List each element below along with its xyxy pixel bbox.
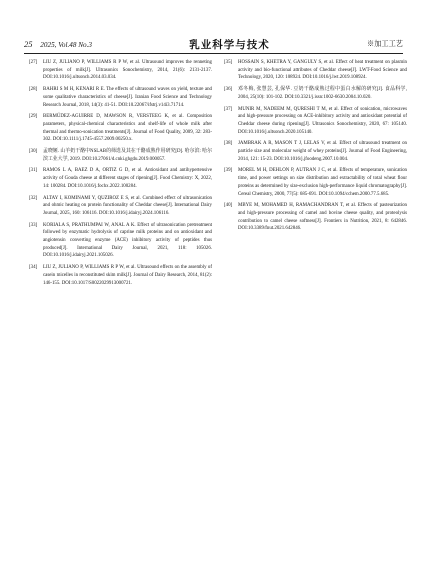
reference-number: [28] [29, 87, 38, 93]
reference-text: ALTAY I, KOMINAMI Y, QUZIROZ E S, et al. Combined effect of ultrasonication and ohmic heating on protein functionality of Cheddar cheese[J]. International Dairy Journal, 2025, 160: 106116. DOI:10.1016/j.idairyj.2024.106116. [43, 195, 212, 216]
reference-text: MOREL M H, DEHLON P, AUTRAN J C, et al. Effects of temperature, sonication time, and power settings on size distribution and extractability of total wheat flour proteins as determined by size-exclusion high-performance liquid chromatography[J]. Cereal Chemistry, 2000, 77(5): 685-691. DOI:10.1094/cchem.2000.77.5.685. [238, 168, 407, 197]
reference-number: [29] [29, 114, 38, 120]
reference-text: LIU Z, JULIANO P, WILLIAMS R P W, et al. Ultrasound improves the renneting properties of milk[J]. Ultrasonics Sonochemistry, 2014, 21(6): 2131-2137. DOI:10.1016/j.ultsonch.2014.03.034. [43, 60, 212, 81]
reference-number: [33] [29, 222, 38, 228]
reference-text: BERMÚDEZ-AGUIRRE D, MAWSON R, VERSTEEG K, et al. Composition parameters, physical-chemical characteristics and shelf-life of whole milk after thermal and thermo-sonication treatments[J]. Journal of Food Quality, 2009, 32: 283-302. DOI:10.1111/j.1745-4557.2009.00250.x. [43, 114, 212, 143]
reference-text: 邓冬梅, 张慧芸, 孔保华. 豆奶干酪成熟过程中蛋白水解的研究[J]. 食品科学, 2004, 25(10): 101-102. DOI:10.3321/j.issn:1002-6630.2004.10.020. [238, 87, 407, 100]
reference-text: HOSSAIN S, KHETRA Y, GANGULY S, et al. Effect of heat treatment on plasmin activity and bio-functional attributes of Cheddar cheese[J]. LWT-Food Science and Technology, 2020, 120: 108924. DOI:10.1016/j.lwt.2019.108924. [238, 60, 407, 81]
reference-text: KORIALA S, PRATHUMPAI W, ANAL A K. Effect of ultrasonication pretreatment followed by enzymatic hydrolysis of caprine milk proteins and on antioxidant and angiotensin converting enzyme (ACE) inhibitory activity of peptides thus produced[J]. International Dairy Journal, 2021, 118: 105026. DOI:10.1016/j.idairyj.2021.105026. [43, 222, 212, 259]
reference-item [224, 86, 407, 101]
reference-item [224, 59, 407, 82]
reference-text: MUNIR M, NADEEM M, QURESHI T M, et al. Effect of sonication, microwaves and high-pressure processing on ACE-inhibitory activity and antioxidant potential of Cheddar cheese during ripening[J]. Ultrasonics Sonochemistry, 2020, 67: 105140. DOI:10.1016/j.ultsonch.2020.105140. [238, 106, 407, 135]
reference-number: [36] [224, 87, 233, 93]
header-issue-info [24, 39, 92, 49]
reference-number: [37] [224, 106, 233, 112]
reference-item [224, 106, 407, 137]
reference-item [29, 86, 212, 109]
reference-item [29, 167, 212, 190]
reference-item [29, 113, 212, 144]
reference-number: [31] [29, 168, 38, 174]
reference-item [29, 59, 212, 82]
reference-number: [27] [29, 60, 38, 65]
reference-item [29, 148, 212, 163]
reference-item [29, 195, 212, 218]
reference-number: [38] [224, 141, 233, 147]
page-header [24, 36, 403, 52]
references-right-column [224, 59, 407, 237]
reference-text: JAMBRAK A R, MASON T J, LELAS V, et al. Effect of ultrasound treatment on particle size and molecular weight of whey proteins[J]. Journal of Food Engineering, 2014, 121: 15-23. DOI:10.1016/j.jfoodeng.2007.10.004. [238, 141, 407, 162]
reference-text: RAMOS L A, BAEZ D A, ORTIZ G D, et al. Antioxidant and antihypertensive activity of Gouda cheese at different stages of ripening[J]. Food Chemistry: X, 2022, 14: 100284. DOI:10.1016/j.fochx.2022.100284. [43, 168, 212, 189]
reference-number: [32] [29, 195, 38, 201]
reference-text: 孟晓姬. 山羊奶干酪中NSLAB的筛选及其在干酪成熟作用研究[D]. 哈尔滨: 哈尔滨工业大学, 2019. DOI:10.27061/d.cnki.ghgdu.2019.000057. [43, 149, 212, 162]
reference-item [29, 264, 212, 287]
references-left-column [29, 59, 212, 291]
reference-number: [35] [224, 60, 233, 65]
reference-item [29, 222, 212, 261]
reference-number: [39] [224, 168, 233, 174]
reference-text: BAHRI S M H, KENARI R E. The effects of ultrasound waves on yield, texture and some qualitative characteristics of cheese[J]. Iranian Food Science and Technology Research Journal, 2018, 14(3): 41-51. DOI:10.22067/ifstrj.v14i3.71714. [43, 87, 212, 108]
reference-item [224, 140, 407, 163]
journal-volume: 2025, Vol.48 No.3 [40, 41, 93, 49]
reference-text: MBYE M, MOHAMED H, RAMACHANDRAN T, et al. Effects of pasteurization and high-pressure processing of camel and bovine cheese quality, and proteolysis contribution to camel cheese softness[J]. Frontiers in Nutrition, 2021, 8: 642846. DOI:10.3389/fnut.2021.642846. [238, 203, 407, 232]
reference-number: [34] [29, 265, 38, 271]
page-number: 25 [24, 39, 33, 49]
section-label: ※加工工艺 [367, 40, 403, 48]
journal-title: 乳业科学与技术 [189, 39, 270, 51]
reference-item [224, 167, 407, 198]
reference-number: [40] [224, 203, 233, 209]
header-rule [24, 53, 403, 54]
reference-number: [30] [29, 149, 38, 155]
reference-item [224, 202, 407, 233]
reference-text: LIU Z, JULIANO P, WILLIAMS R P W, et al. Ultrasound effects on the assembly of casein micelles in reconstituted skim milk[J]. Journal of Dairy Research, 2014, 81(2): 146-155. DOI:10.1017/S0022029913000721. [43, 265, 212, 286]
